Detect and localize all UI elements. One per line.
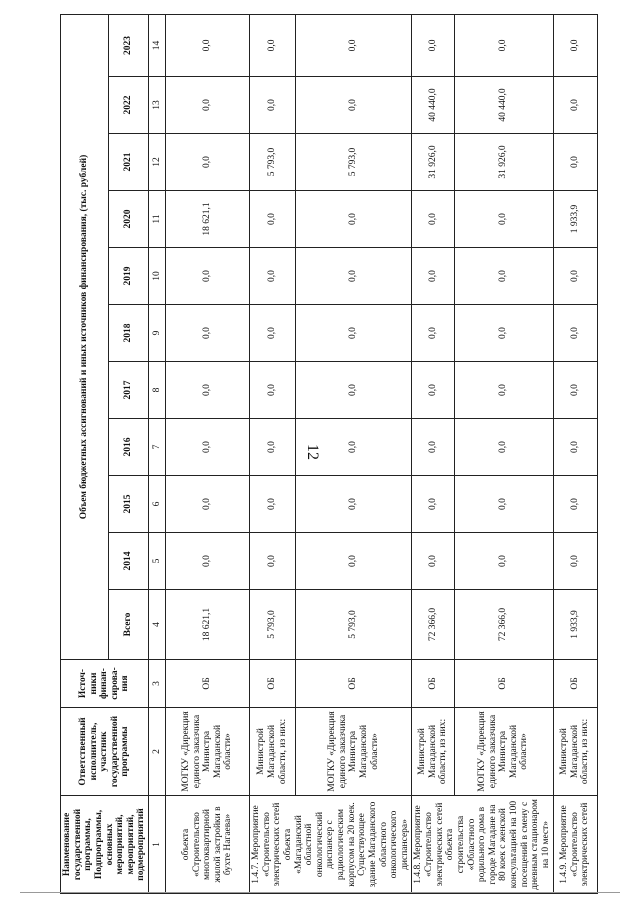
header-year: 2020	[109, 191, 149, 248]
table-row	[553, 14, 597, 893]
row-value: 0,0	[454, 419, 553, 476]
table-row	[250, 14, 296, 893]
col-number: 4	[149, 590, 166, 660]
row-value: 0,0	[295, 305, 412, 362]
row-value: 0,0	[553, 305, 597, 362]
row-name: объекта «Строительство многоквартирной жилой застройки в бухте Нагаева»	[166, 796, 250, 894]
row-value: 0,0	[454, 191, 553, 248]
column-number-row	[149, 14, 166, 893]
col-number: 9	[149, 305, 166, 362]
row-value: 0,0	[412, 419, 454, 476]
row-value: 0,0	[454, 14, 553, 76]
row-value: 0,0	[250, 305, 296, 362]
row-source: ОБ	[166, 660, 250, 708]
header-funding-title: Объем бюджетных ассигнований и иных источников финансирования, (тыс. рублей)	[61, 14, 109, 659]
row-value: 0,0	[412, 362, 454, 419]
table-row	[166, 14, 250, 893]
row-value: 0,0	[412, 248, 454, 305]
row-value: 18 621,1	[166, 590, 250, 660]
row-value: 0,0	[454, 362, 553, 419]
row-value: 0,0	[250, 77, 296, 134]
col-number: 14	[149, 14, 166, 76]
row-value: 0,0	[166, 362, 250, 419]
row-responsible: МОГКУ «Дирекция единого заказчика Министра Магаданской области»	[166, 708, 250, 796]
row-name: 1.4.8. Мероприятие «Строительство электрических сетей объекта строительства «Областного родильного дома в городе Магадане на 80 коек с женской консультацией на 100 посещений в смену с дневным стационаром на 10 мест»	[412, 796, 553, 894]
col-number: 6	[149, 476, 166, 533]
header-year: Всего	[109, 590, 149, 660]
row-value: 0,0	[553, 533, 597, 590]
row-value: 0,0	[412, 191, 454, 248]
col-number: 12	[149, 134, 166, 191]
row-name: 1.4.7. Мероприятие «Строительство электрических сетей объекта «Магаданский областной онкологический диспансер с радиологическим корпусом на 20 коек. Существующее здание Магаданского областного онкологического диспансера»	[250, 796, 412, 894]
row-value: 0,0	[412, 476, 454, 533]
row-source: ОБ	[454, 660, 553, 708]
col-number: 7	[149, 419, 166, 476]
row-responsible: Министрой Магаданской области, из них:	[553, 708, 597, 796]
row-responsible: Министрой Магаданской области, из них:	[412, 708, 454, 796]
row-value: 5 793,0	[250, 590, 296, 660]
col-number: 1	[149, 796, 166, 894]
row-name: 1.4.9. Мероприятие «Строительство электрических сетей	[553, 796, 597, 894]
row-value: 0,0	[166, 305, 250, 362]
row-value: 0,0	[250, 191, 296, 248]
header-name: Наименование государственной программы, Подпрограммы, основных мероприятий, мероприятий, подмероприятий	[61, 796, 149, 894]
row-source: ОБ	[295, 660, 412, 708]
row-value: 0,0	[553, 476, 597, 533]
row-value: 0,0	[295, 191, 412, 248]
col-number: 2	[149, 708, 166, 796]
row-value: 0,0	[553, 77, 597, 134]
header-year: 2014	[109, 533, 149, 590]
col-number: 5	[149, 533, 166, 590]
row-value: 31 926,0	[412, 134, 454, 191]
header-year: 2019	[109, 248, 149, 305]
row-value: 0,0	[295, 362, 412, 419]
header-year: 2016	[109, 419, 149, 476]
header-year: 2015	[109, 476, 149, 533]
header-year: 2023	[109, 14, 149, 76]
row-value: 0,0	[295, 14, 412, 76]
row-value: 0,0	[454, 248, 553, 305]
col-number: 3	[149, 660, 166, 708]
row-value: 0,0	[553, 134, 597, 191]
row-value: 0,0	[412, 14, 454, 76]
row-responsible: МОГКУ «Дирекция единого заказчика Министра Магаданской области»	[454, 708, 553, 796]
row-value: 0,0	[250, 14, 296, 76]
scan-edge-line	[20, 892, 620, 893]
row-value: 5 793,0	[295, 134, 412, 191]
row-value: 0,0	[553, 362, 597, 419]
row-value: 0,0	[412, 533, 454, 590]
col-number: 8	[149, 362, 166, 419]
row-value: 0,0	[454, 305, 553, 362]
row-value: 0,0	[250, 248, 296, 305]
header-year: 2022	[109, 77, 149, 134]
row-value: 0,0	[250, 476, 296, 533]
row-value: 5 793,0	[250, 134, 296, 191]
row-value: 0,0	[250, 362, 296, 419]
col-number: 10	[149, 248, 166, 305]
header-responsible: Ответственный исполнитель, участник государственной программы	[61, 708, 149, 796]
row-responsible: Министрой Магаданской области, из них:	[250, 708, 296, 796]
row-value: 0,0	[166, 533, 250, 590]
row-value: 0,0	[295, 248, 412, 305]
row-value: 0,0	[454, 533, 553, 590]
table-row	[295, 14, 412, 893]
row-value: 0,0	[166, 134, 250, 191]
row-value: 0,0	[295, 419, 412, 476]
header-year: 2021	[109, 134, 149, 191]
row-responsible: МОГКУ «Дирекция единого заказчика Министра Магаданской области»	[295, 708, 412, 796]
row-source: ОБ	[412, 660, 454, 708]
row-value: 40 440,0	[454, 77, 553, 134]
row-value: 0,0	[166, 476, 250, 533]
row-value: 0,0	[295, 476, 412, 533]
table-row	[412, 14, 454, 893]
row-value: 5 793,0	[295, 590, 412, 660]
row-value: 0,0	[250, 533, 296, 590]
row-value: 18 621,1	[166, 191, 250, 248]
row-value: 0,0	[295, 533, 412, 590]
row-value: 0,0	[295, 77, 412, 134]
row-value: 40 440,0	[412, 77, 454, 134]
row-value: 0,0	[166, 248, 250, 305]
row-value: 0,0	[553, 419, 597, 476]
row-value: 0,0	[412, 305, 454, 362]
row-source: ОБ	[553, 660, 597, 708]
page-number: 12	[304, 444, 321, 460]
funding-table	[60, 14, 598, 894]
row-value: 0,0	[454, 476, 553, 533]
row-value: 72 366,0	[412, 590, 454, 660]
row-source: ОБ	[250, 660, 296, 708]
row-value: 1 933,9	[553, 191, 597, 248]
row-value: 0,0	[553, 248, 597, 305]
row-value: 31 926,0	[454, 134, 553, 191]
rotated-table-wrapper	[60, 14, 591, 894]
header-source: Источ-ники финан-сирова-ния	[61, 660, 149, 708]
row-value: 0,0	[166, 14, 250, 76]
header-year: 2018	[109, 305, 149, 362]
table-row	[454, 14, 553, 893]
header-year: 2017	[109, 362, 149, 419]
row-value: 0,0	[166, 77, 250, 134]
row-value: 0,0	[166, 419, 250, 476]
row-value: 0,0	[250, 419, 296, 476]
row-value: 1 933,9	[553, 590, 597, 660]
row-value: 72 366,0	[454, 590, 553, 660]
col-number: 13	[149, 77, 166, 134]
row-value: 0,0	[553, 14, 597, 76]
col-number: 11	[149, 191, 166, 248]
